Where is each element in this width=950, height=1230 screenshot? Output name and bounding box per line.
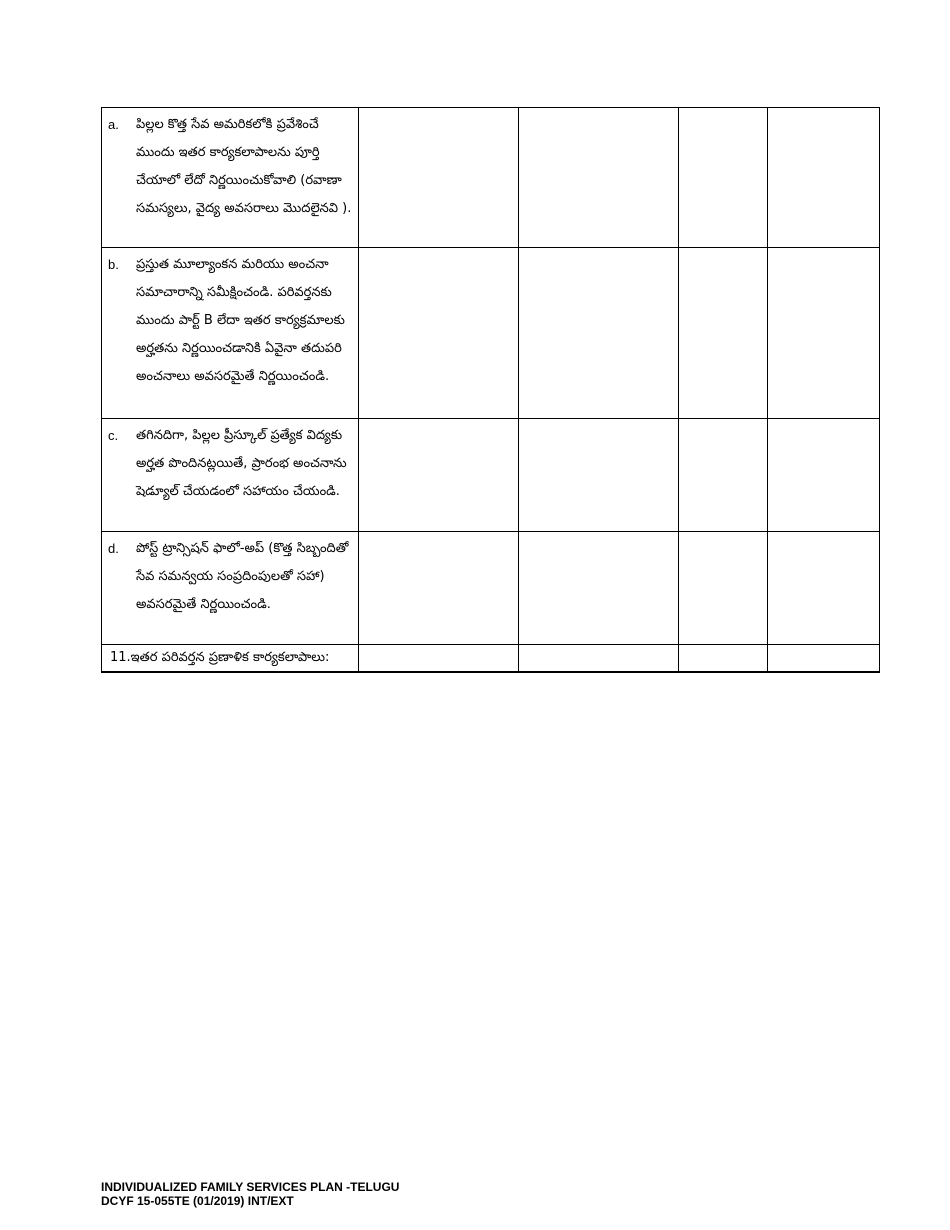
entry-cell[interactable] [679,108,768,248]
activity-cell [102,108,359,248]
table-row [102,645,880,673]
entry-cell[interactable] [359,108,519,248]
item-text: తగినదిగా, పిల్లల ప్రీస్కూల్ ప్రత్యేక విద్యకు అర్హత పొందినట్లయితే, ప్రారంభ అంచనాను షెడ్యూల్ చేయడంలో సహాయం చేయండి. [136,428,347,499]
entry-cell[interactable] [359,248,519,419]
footer-form-title: INDIVIDUALIZED FAMILY SERVICES PLAN -TELUGU [101,1180,400,1194]
table-row [102,108,880,248]
entry-cell[interactable] [768,419,880,532]
footer-form-number: DCYF 15-055TE (01/2019) INT/EXT [101,1194,294,1208]
form-footer [101,1180,399,1208]
entry-cell[interactable] [768,532,880,645]
other-activities-label: 11.ఇతర పరివర్తన ప్రణాళిక కార్యకలాపాలు: [110,650,330,665]
entry-cell[interactable] [359,532,519,645]
item-text: పిల్లల కొత్త సేవ అమరికలోకి ప్రవేశించే ముందు ఇతర కార్యకలాపాలను పూర్తి చేయాలో లేదో నిర్ణయించుకోవాలి (రవాణా సమస్యలు, వైద్య అవసరాలు మొదలైనవి ). [136,117,352,216]
item-text: పోస్ట్ ట్రాన్సిషన్ ఫాలో-అప్ (కొత్త సిబ్బందితో సేవ సమన్వయ సంప్రదింపులతో సహా) అవసరమైతే నిర్ణయించండి. [136,541,349,612]
entry-cell[interactable] [359,419,519,532]
entry-cell[interactable] [679,248,768,419]
activity-cell [102,419,359,532]
table-row [102,248,880,419]
entry-cell[interactable] [768,108,880,248]
other-activities-cell [102,645,359,673]
entry-cell[interactable] [768,248,880,419]
activity-cell [102,532,359,645]
entry-cell[interactable] [519,419,679,532]
entry-cell[interactable] [679,532,768,645]
entry-cell[interactable] [768,645,880,673]
entry-cell[interactable] [519,108,679,248]
item-letter: b. [108,257,119,272]
table-row [102,419,880,532]
item-letter: d. [108,541,119,556]
item-text: ప్రస్తుత మూల్యాంకన మరియు అంచనా సమాచారాన్ని సమీక్షించండి. పరివర్తనకు ముందు పార్ట్ B లేదా ఇతర కార్యక్రమాలకు అర్హతను నిర్ణయించడానికి ఏవైనా తదుపరి అంచనాలు అవసరమైతే నిర్ణయించండి. [136,257,345,384]
activity-cell [102,248,359,419]
item-letter: a. [108,117,119,132]
entry-cell[interactable] [519,248,679,419]
table-row [102,532,880,645]
entry-cell[interactable] [679,645,768,673]
transition-activities-table [101,107,880,673]
entry-cell[interactable] [519,645,679,673]
entry-cell[interactable] [359,645,519,673]
entry-cell[interactable] [519,532,679,645]
entry-cell[interactable] [679,419,768,532]
item-letter: c. [108,428,119,443]
